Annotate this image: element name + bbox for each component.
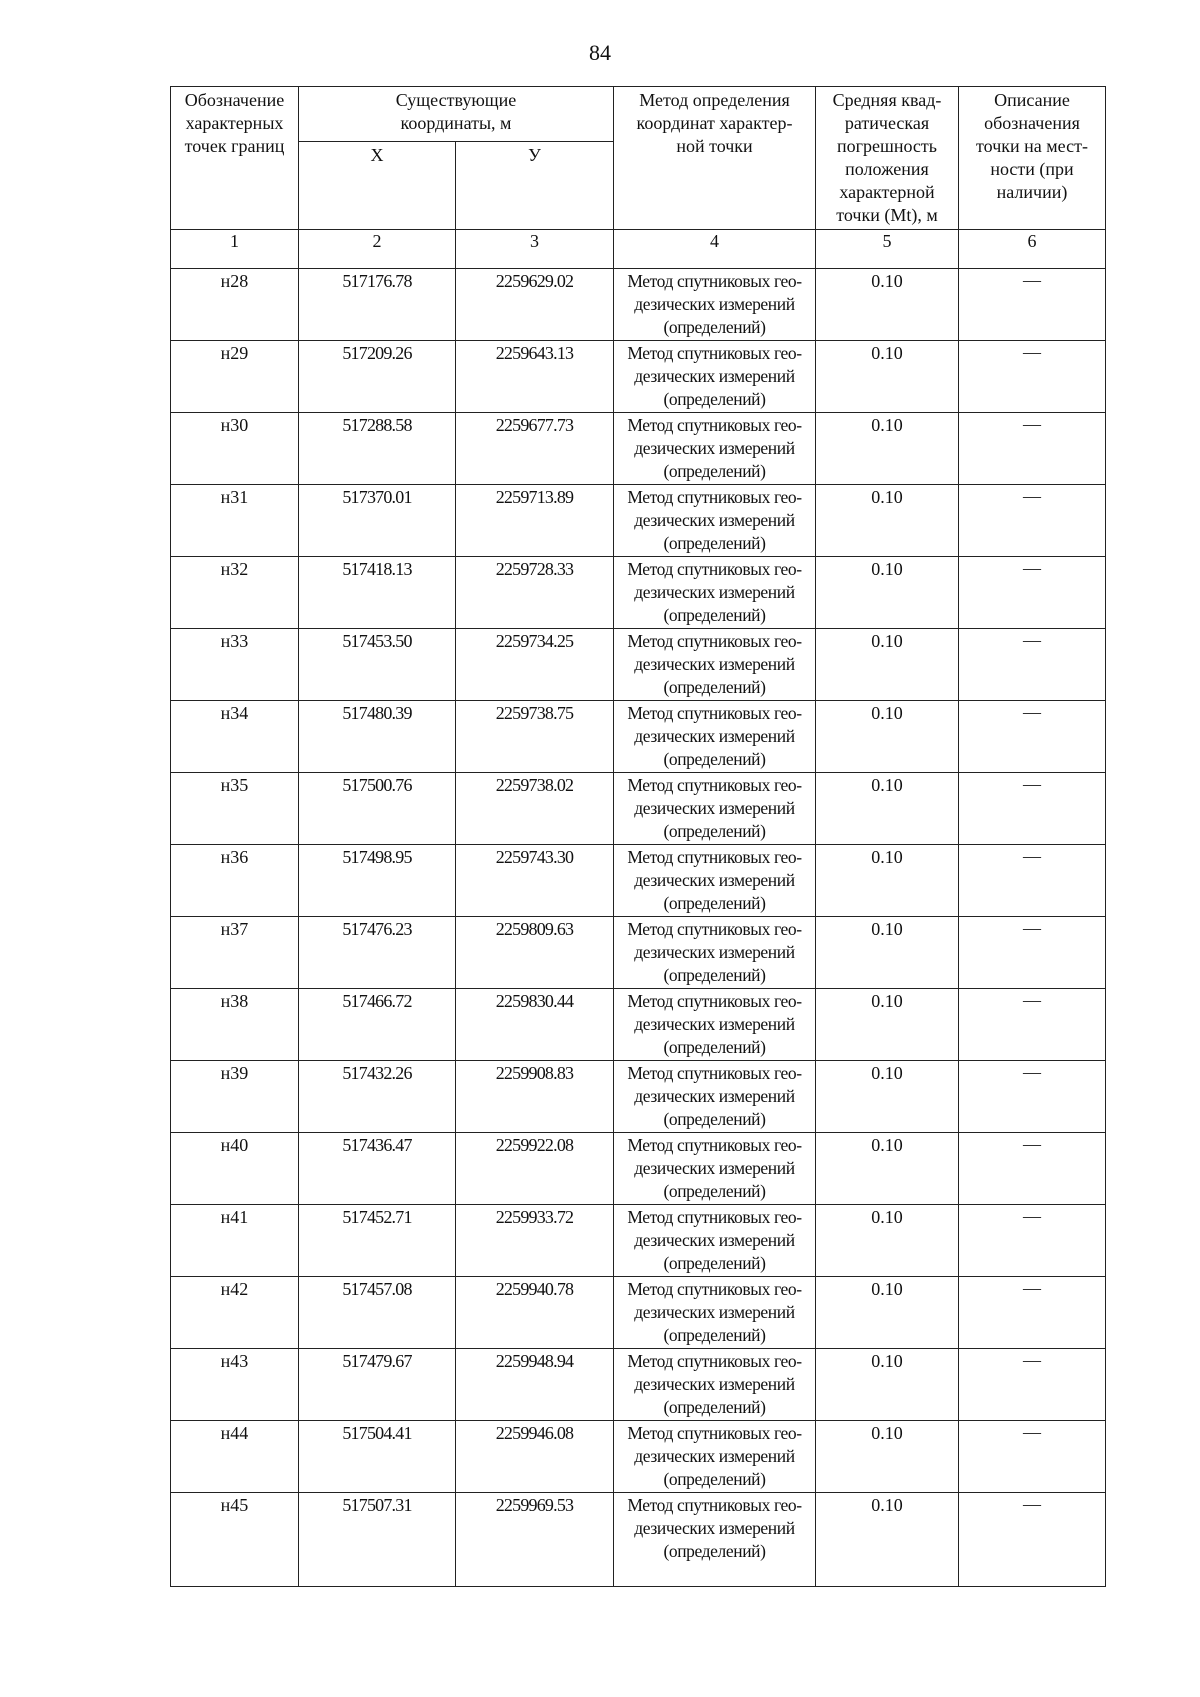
table-row [171, 917, 1106, 989]
header-x-coordinate: X [299, 142, 456, 230]
mean-square-error-cell: 0.10 [816, 917, 959, 989]
method-text-line: Метод спутниковых гео- [627, 991, 802, 1011]
method-text-line: (определений) [663, 533, 766, 553]
method-cell [614, 629, 816, 701]
method-text-line: дезических измерений [634, 1446, 795, 1466]
mean-square-error-cell: 0.10 [816, 413, 959, 485]
method-cell [614, 701, 816, 773]
method-cell [614, 1061, 816, 1133]
method-text-line: (определений) [663, 389, 766, 409]
y-coordinate-cell: 2259728.33 [456, 557, 614, 629]
table-row [171, 989, 1106, 1061]
description-cell: — [959, 1133, 1106, 1205]
point-designation-cell: н37 [171, 917, 299, 989]
point-designation-cell: н41 [171, 1205, 299, 1277]
description-cell: — [959, 845, 1106, 917]
x-coordinate-cell: 517500.76 [299, 773, 456, 845]
description-cell: — [959, 1493, 1106, 1587]
description-cell: — [959, 413, 1106, 485]
y-coordinate-cell: 2259933.72 [456, 1205, 614, 1277]
mean-square-error-cell: 0.10 [816, 557, 959, 629]
method-text-line: (определений) [663, 965, 766, 985]
method-text-line: дезических измерений [634, 1230, 795, 1250]
method-cell [614, 989, 816, 1061]
method-text-line: Метод спутниковых гео- [627, 559, 802, 579]
description-cell: — [959, 629, 1106, 701]
method-text-line: (определений) [663, 461, 766, 481]
method-cell [614, 557, 816, 629]
method-text-line: дезических измерений [634, 1374, 795, 1394]
column-number: 1 [171, 230, 299, 269]
method-text-line: (определений) [663, 1541, 766, 1561]
description-cell: — [959, 341, 1106, 413]
method-cell [614, 1421, 816, 1493]
mean-square-error-cell: 0.10 [816, 629, 959, 701]
method-cell [614, 1277, 816, 1349]
method-text-line: Метод спутниковых гео- [627, 919, 802, 939]
method-text-line: дезических измерений [634, 942, 795, 962]
x-coordinate-cell: 517370.01 [299, 485, 456, 557]
mean-square-error-cell: 0.10 [816, 773, 959, 845]
table-row [171, 557, 1106, 629]
method-text-line: дезических измерений [634, 1086, 795, 1106]
method-text-line: Метод спутниковых гео- [627, 1063, 802, 1083]
method-text-line: Метод спутниковых гео- [627, 1495, 802, 1515]
method-text-line: (определений) [663, 1037, 766, 1057]
point-designation-cell: н38 [171, 989, 299, 1061]
method-cell [614, 773, 816, 845]
description-cell: — [959, 701, 1106, 773]
point-designation-cell: н33 [171, 629, 299, 701]
y-coordinate-cell: 2259908.83 [456, 1061, 614, 1133]
mean-square-error-cell: 0.10 [816, 269, 959, 341]
method-text-line: дезических измерений [634, 438, 795, 458]
y-coordinate-cell: 2259743.30 [456, 845, 614, 917]
mean-square-error-cell: 0.10 [816, 845, 959, 917]
method-cell [614, 341, 816, 413]
description-cell: — [959, 1061, 1106, 1133]
table-row [171, 341, 1106, 413]
point-designation-cell: н42 [171, 1277, 299, 1349]
y-coordinate-cell: 2259946.08 [456, 1421, 614, 1493]
table-row [171, 269, 1106, 341]
x-coordinate-cell: 517498.95 [299, 845, 456, 917]
point-designation-cell: н39 [171, 1061, 299, 1133]
method-cell [614, 1349, 816, 1421]
description-cell: — [959, 269, 1106, 341]
column-number: 6 [959, 230, 1106, 269]
method-text-line: дезических измерений [634, 798, 795, 818]
method-text-line: Метод спутниковых гео- [627, 1135, 802, 1155]
column-number: 3 [456, 230, 614, 269]
method-text-line: дезических измерений [634, 654, 795, 674]
method-text-line: (определений) [663, 317, 766, 337]
y-coordinate-cell: 2259830.44 [456, 989, 614, 1061]
method-text-line: дезических измерений [634, 294, 795, 314]
table-row [171, 1133, 1106, 1205]
mean-square-error-cell: 0.10 [816, 1277, 959, 1349]
y-coordinate-cell: 2259738.75 [456, 701, 614, 773]
table-header [171, 87, 1106, 269]
point-designation-cell: н29 [171, 341, 299, 413]
method-text-line: (определений) [663, 1469, 766, 1489]
mean-square-error-cell: 0.10 [816, 1133, 959, 1205]
point-designation-cell: н31 [171, 485, 299, 557]
method-text-line: (определений) [663, 1253, 766, 1273]
method-text-line: Метод спутниковых гео- [627, 1351, 802, 1371]
description-cell: — [959, 1421, 1106, 1493]
method-cell [614, 485, 816, 557]
header-method: Метод определения координат характер- ной точки [614, 87, 816, 230]
mean-square-error-cell: 0.10 [816, 701, 959, 773]
point-designation-cell: н34 [171, 701, 299, 773]
description-cell: — [959, 917, 1106, 989]
x-coordinate-cell: 517466.72 [299, 989, 456, 1061]
mean-square-error-cell: 0.10 [816, 1061, 959, 1133]
method-text-line: Метод спутниковых гео- [627, 847, 802, 867]
method-text-line: дезических измерений [634, 1158, 795, 1178]
method-text-line: Метод спутниковых гео- [627, 631, 802, 651]
method-text-line: (определений) [663, 677, 766, 697]
boundary-points-table [170, 86, 1106, 1587]
table-row [171, 1349, 1106, 1421]
mean-square-error-cell: 0.10 [816, 1493, 959, 1587]
method-text-line: Метод спутниковых гео- [627, 1423, 802, 1443]
method-text-line: (определений) [663, 1397, 766, 1417]
table-row [171, 485, 1106, 557]
x-coordinate-cell: 517432.26 [299, 1061, 456, 1133]
table-row [171, 629, 1106, 701]
y-coordinate-cell: 2259713.89 [456, 485, 614, 557]
header-mean-square-error: Средняя квад- ратическая погрешность положения характерной точки (Mt), м [816, 87, 959, 230]
method-text-line: Метод спутниковых гео- [627, 487, 802, 507]
x-coordinate-cell: 517209.26 [299, 341, 456, 413]
y-coordinate-cell: 2259969.53 [456, 1493, 614, 1587]
method-text-line: Метод спутниковых гео- [627, 271, 802, 291]
description-cell: — [959, 485, 1106, 557]
method-text-line: (определений) [663, 749, 766, 769]
point-designation-cell: н44 [171, 1421, 299, 1493]
header-point-designation: Обозначение характерных точек границ [171, 87, 299, 230]
header-description: Описание обозначения точки на мест- ности (при наличии) [959, 87, 1106, 230]
description-cell: — [959, 1277, 1106, 1349]
mean-square-error-cell: 0.10 [816, 485, 959, 557]
method-text-line: Метод спутниковых гео- [627, 703, 802, 723]
point-designation-cell: н32 [171, 557, 299, 629]
header-y-coordinate: У [456, 142, 614, 230]
table-row [171, 1061, 1106, 1133]
x-coordinate-cell: 517176.78 [299, 269, 456, 341]
method-text-line: (определений) [663, 821, 766, 841]
point-designation-cell: н35 [171, 773, 299, 845]
method-text-line: Метод спутниковых гео- [627, 775, 802, 795]
y-coordinate-cell: 2259922.08 [456, 1133, 614, 1205]
y-coordinate-cell: 2259629.02 [456, 269, 614, 341]
method-text-line: (определений) [663, 1325, 766, 1345]
method-text-line: Метод спутниковых гео- [627, 1207, 802, 1227]
method-text-line: Метод спутниковых гео- [627, 1279, 802, 1299]
table-row [171, 1205, 1106, 1277]
method-text-line: дезических измерений [634, 726, 795, 746]
x-coordinate-cell: 517507.31 [299, 1493, 456, 1587]
mean-square-error-cell: 0.10 [816, 1349, 959, 1421]
description-cell: — [959, 1349, 1106, 1421]
point-designation-cell: н43 [171, 1349, 299, 1421]
mean-square-error-cell: 0.10 [816, 989, 959, 1061]
method-cell [614, 1493, 816, 1587]
column-number: 4 [614, 230, 816, 269]
point-designation-cell: н36 [171, 845, 299, 917]
method-cell [614, 1133, 816, 1205]
mean-square-error-cell: 0.10 [816, 1205, 959, 1277]
method-text-line: дезических измерений [634, 366, 795, 386]
method-cell [614, 413, 816, 485]
method-cell [614, 917, 816, 989]
table-body [171, 269, 1106, 1587]
method-text-line: Метод спутниковых гео- [627, 415, 802, 435]
x-coordinate-cell: 517436.47 [299, 1133, 456, 1205]
x-coordinate-cell: 517480.39 [299, 701, 456, 773]
x-coordinate-cell: 517453.50 [299, 629, 456, 701]
description-cell: — [959, 557, 1106, 629]
page-number: 84 [589, 40, 611, 65]
x-coordinate-cell: 517288.58 [299, 413, 456, 485]
y-coordinate-cell: 2259734.25 [456, 629, 614, 701]
method-text-line: дезических измерений [634, 1014, 795, 1034]
x-coordinate-cell: 517479.67 [299, 1349, 456, 1421]
method-text-line: дезических измерений [634, 582, 795, 602]
description-cell: — [959, 773, 1106, 845]
method-text-line: (определений) [663, 605, 766, 625]
method-text-line: дезических измерений [634, 510, 795, 530]
table-row [171, 845, 1106, 917]
method-text-line: дезических измерений [634, 1302, 795, 1322]
method-cell [614, 845, 816, 917]
method-cell [614, 269, 816, 341]
x-coordinate-cell: 517418.13 [299, 557, 456, 629]
point-designation-cell: н28 [171, 269, 299, 341]
y-coordinate-cell: 2259738.02 [456, 773, 614, 845]
y-coordinate-cell: 2259948.94 [456, 1349, 614, 1421]
method-text-line: (определений) [663, 893, 766, 913]
method-text-line: (определений) [663, 1181, 766, 1201]
method-text-line: (определений) [663, 1109, 766, 1129]
column-number-row [171, 230, 1106, 269]
y-coordinate-cell: 2259643.13 [456, 341, 614, 413]
table-row [171, 1277, 1106, 1349]
header-existing-coordinates: Существующие координаты, м [299, 87, 614, 142]
mean-square-error-cell: 0.10 [816, 1421, 959, 1493]
y-coordinate-cell: 2259677.73 [456, 413, 614, 485]
point-designation-cell: н40 [171, 1133, 299, 1205]
table-row [171, 413, 1106, 485]
x-coordinate-cell: 517452.71 [299, 1205, 456, 1277]
table-row [171, 1493, 1106, 1587]
point-designation-cell: н30 [171, 413, 299, 485]
method-text-line: Метод спутниковых гео- [627, 343, 802, 363]
table-row [171, 1421, 1106, 1493]
x-coordinate-cell: 517457.08 [299, 1277, 456, 1349]
x-coordinate-cell: 517504.41 [299, 1421, 456, 1493]
description-cell: — [959, 1205, 1106, 1277]
point-designation-cell: н45 [171, 1493, 299, 1587]
mean-square-error-cell: 0.10 [816, 341, 959, 413]
method-text-line: дезических измерений [634, 870, 795, 890]
y-coordinate-cell: 2259809.63 [456, 917, 614, 989]
method-text-line: дезических измерений [634, 1518, 795, 1538]
column-number: 5 [816, 230, 959, 269]
table-row [171, 701, 1106, 773]
column-number: 2 [299, 230, 456, 269]
table-row [171, 773, 1106, 845]
description-cell: — [959, 989, 1106, 1061]
y-coordinate-cell: 2259940.78 [456, 1277, 614, 1349]
method-cell [614, 1205, 816, 1277]
x-coordinate-cell: 517476.23 [299, 917, 456, 989]
